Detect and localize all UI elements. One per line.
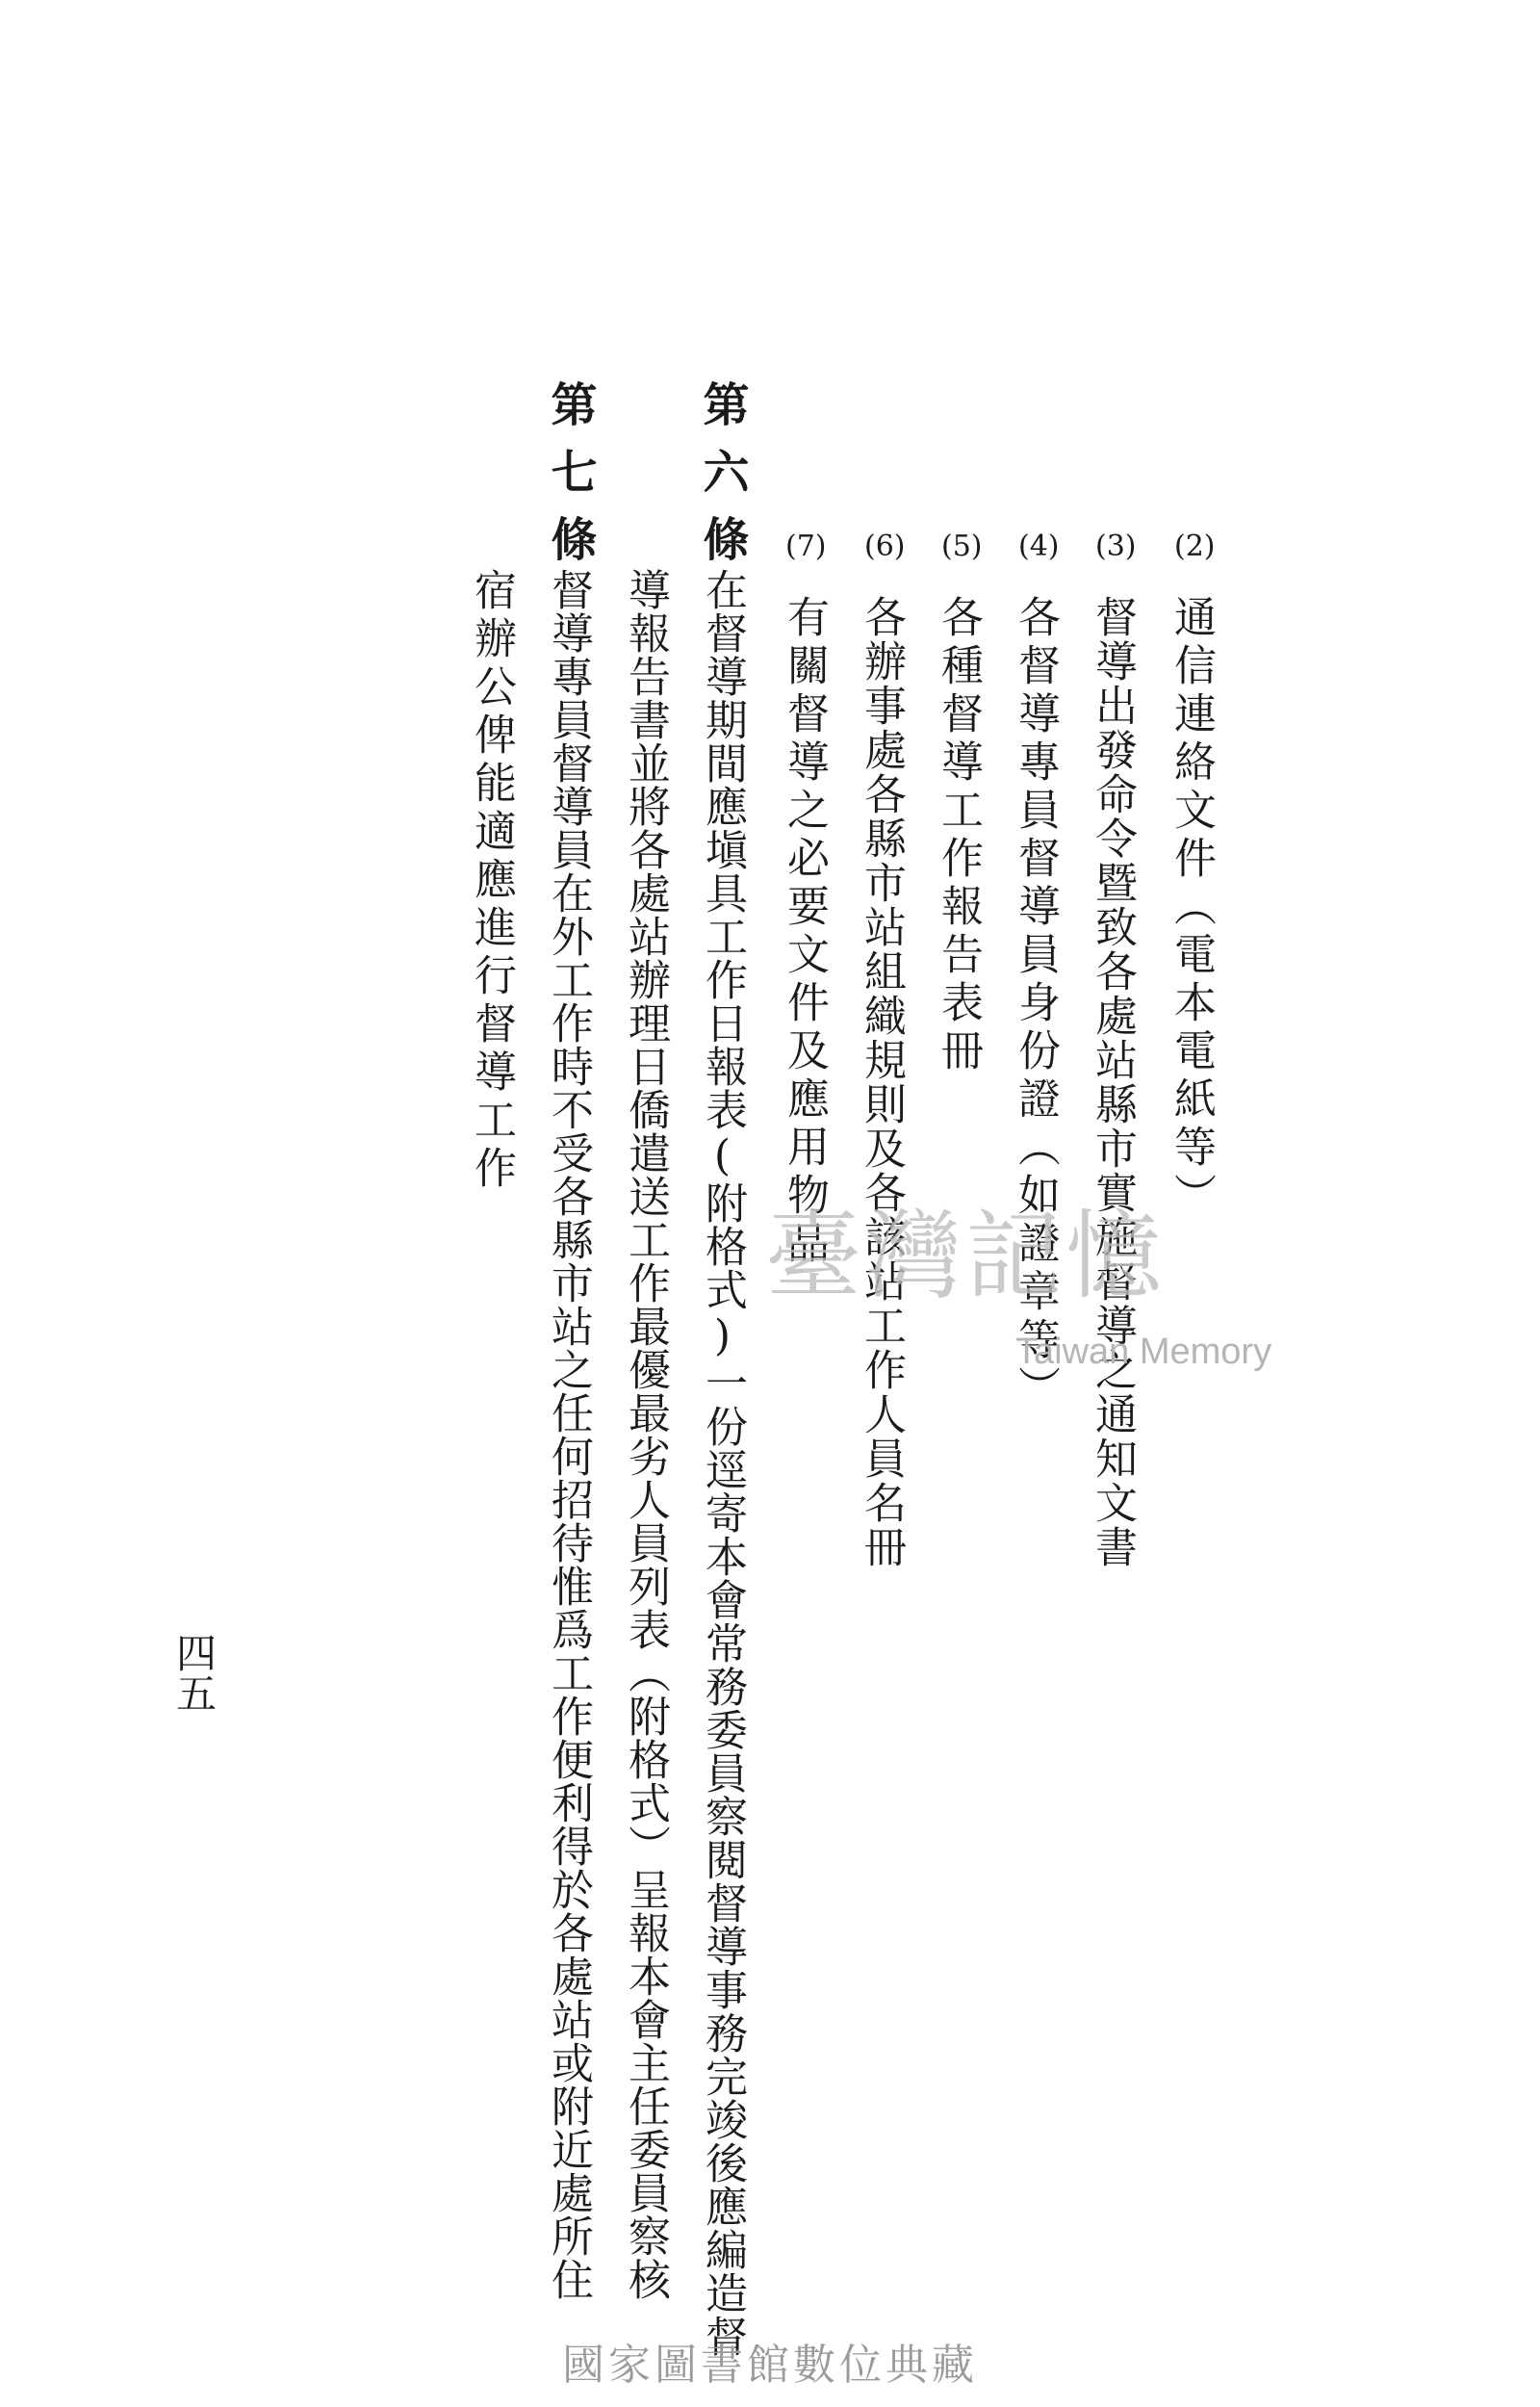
item-number: (5) xyxy=(941,530,983,563)
article-6-heading: 第六條 xyxy=(695,380,749,582)
article-6-line-1: 在督導期間應塡具工作日報表(附格式)一份逕寄本會常務委員察閱督導事務完竣後應編造督 xyxy=(698,568,747,2358)
page-number: 四五 xyxy=(170,1632,218,1713)
list-item: 督導出發命令暨致各處站縣市實施督導之通知文書 xyxy=(1088,595,1137,1569)
item-number: (6) xyxy=(864,530,906,563)
item-number: (4) xyxy=(1018,530,1060,563)
article-7-line-1: 督導專員督導員在外工作時不受各縣市站之任何招待惟爲工作便利得於各處站或附近處所住 xyxy=(544,568,593,2301)
list-item: 各辦事處各縣市站組織規則及各該站工作人員名冊 xyxy=(857,595,906,1569)
list-item: 有關督導之必要文件及應用物品 xyxy=(780,595,829,1269)
article-7-heading: 第七條 xyxy=(543,380,597,582)
article-6-line-2: 導報告書並將各處站辦理日僑遣送工作最優最劣人員列表（附格式）呈報本會主任委員察核 xyxy=(621,568,670,2301)
list-item: 各督導專員督導員身份證（如證章等） xyxy=(1011,595,1060,1413)
article-7-line-2: 宿辦公俾能適應進行督導工作 xyxy=(467,568,516,1194)
watermark-english: Taiwan Memory xyxy=(1015,1332,1272,1372)
item-number: (2) xyxy=(1174,530,1216,563)
watermark-chinese: 臺灣記憶 xyxy=(765,1200,1166,1312)
item-number: (3) xyxy=(1095,530,1137,563)
list-item: 通信連絡文件（電本電紙等） xyxy=(1167,595,1216,1221)
list-item: 各種督導工作報告表冊 xyxy=(934,595,983,1076)
item-number: (7) xyxy=(785,530,827,563)
footer-text: 國家圖書館數位典藏 xyxy=(562,2341,978,2390)
